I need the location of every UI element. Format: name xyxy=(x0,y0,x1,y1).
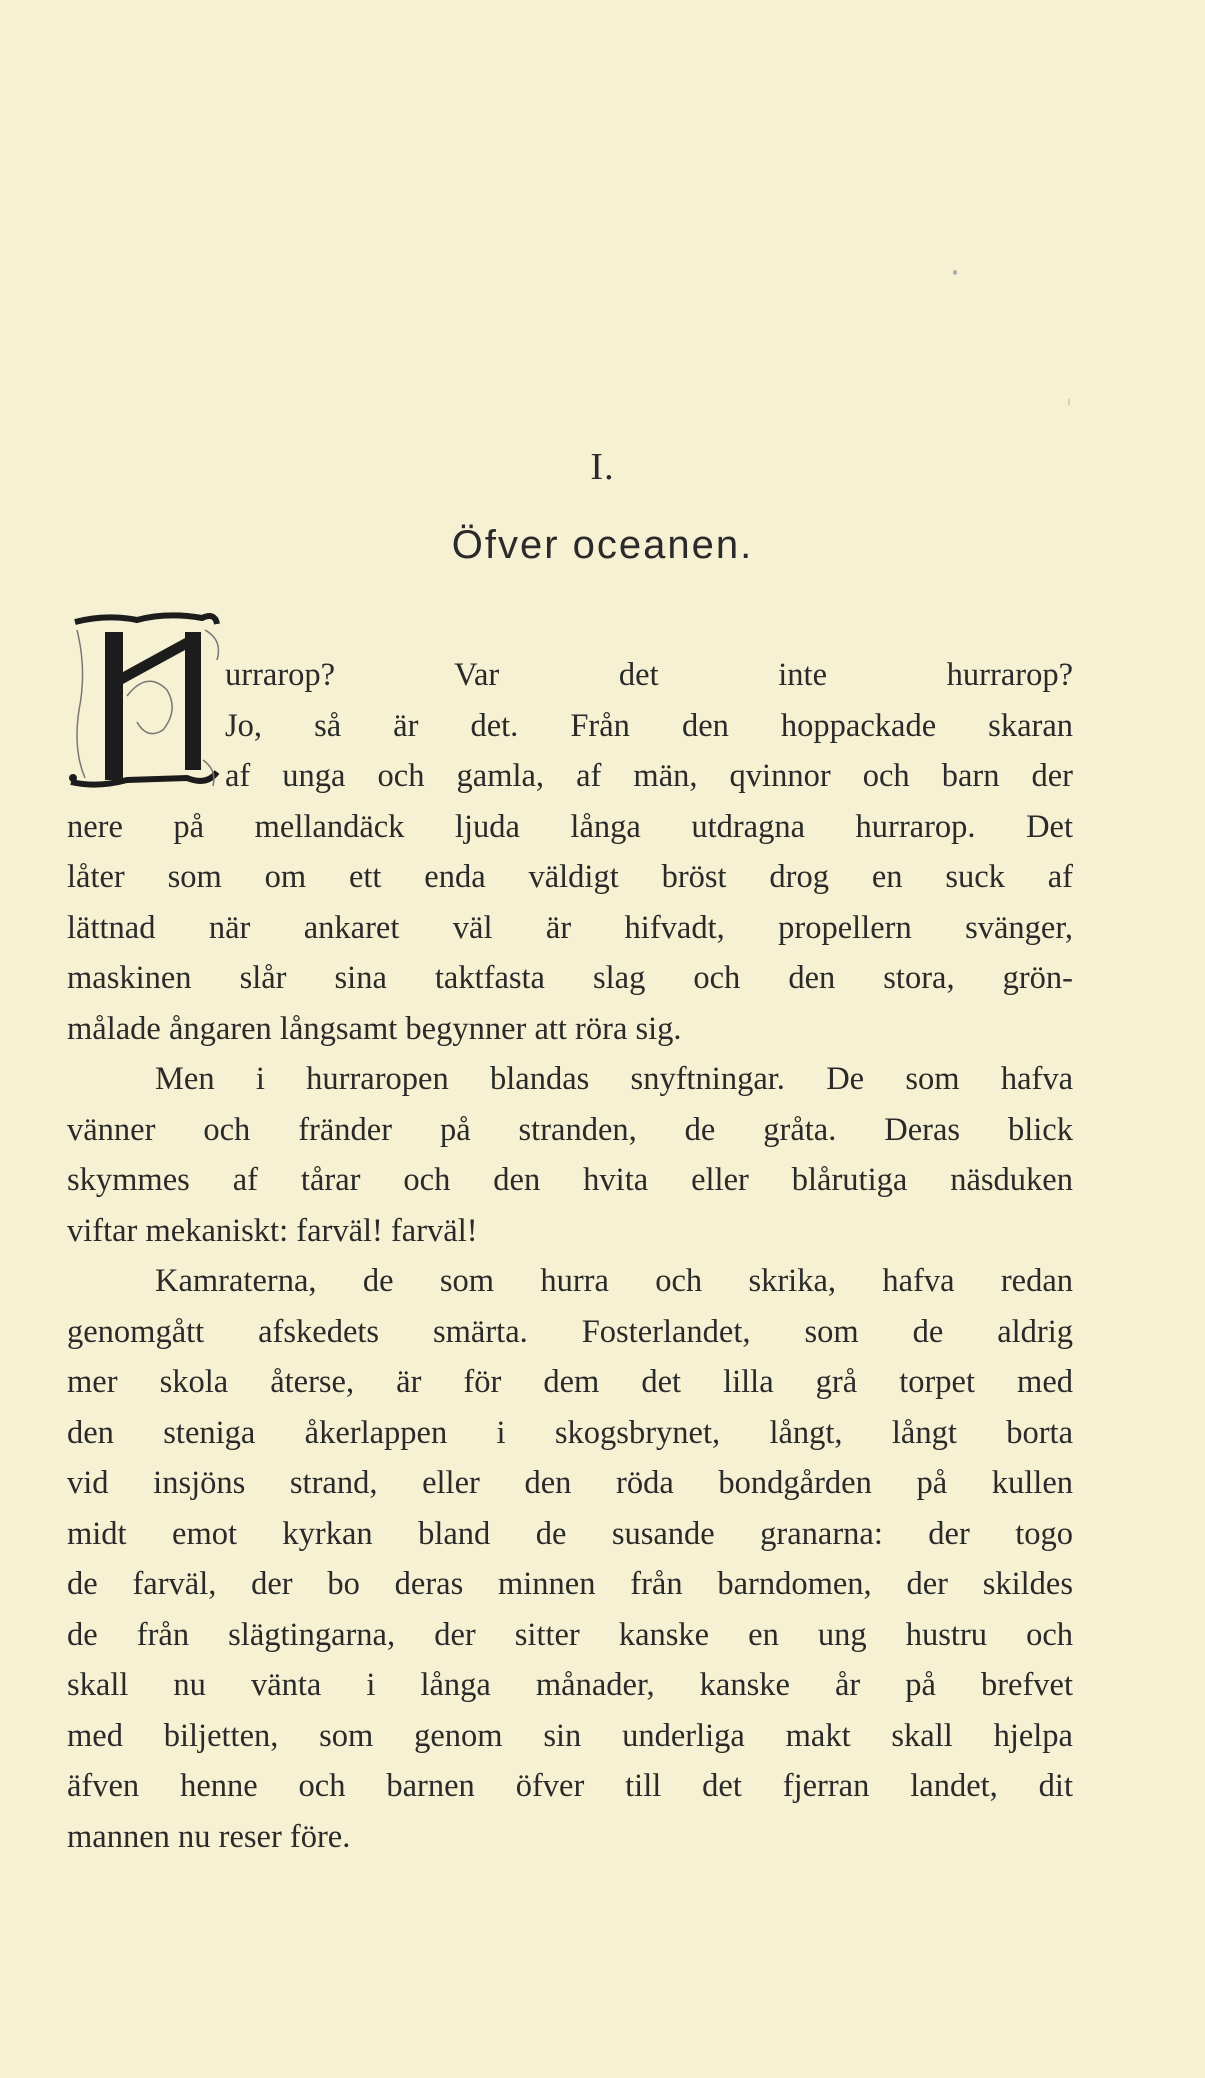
text-line: urrarop? Var det inte hurrarop? xyxy=(225,657,1073,693)
text-line: viftar mekaniskt: farväl! farväl! xyxy=(67,1212,478,1249)
text-line: vänner och fränder på stranden, de gråta. Deras blick xyxy=(67,1111,1073,1148)
text-line: med biljetten, som genom sin underliga makt skall hjelpa xyxy=(67,1717,1073,1754)
text-line: Kamraterna, de som hurra och skrika, hafva redan xyxy=(155,1263,1073,1299)
text-line: vid insjöns strand, eller den röda bondgården på kullen xyxy=(67,1465,1073,1501)
paper-speck xyxy=(1068,398,1070,406)
text-line: skymmes af tårar och den hvita eller blårutiga näsduken xyxy=(67,1162,1073,1198)
text-line: Jo, så är det. Från den hoppackade skaran xyxy=(225,707,1073,744)
text-line: Men i hurraropen blandas snyftningar. De som hafva xyxy=(155,1061,1073,1097)
text-line: de farväl, der bo deras minnen från barndomen, der skildes xyxy=(67,1566,1073,1602)
text-line: den steniga åkerlappen i skogsbrynet, långt, långt borta xyxy=(67,1414,1073,1451)
text-line: midt emot kyrkan bland de susande granarna: der togo xyxy=(67,1515,1073,1552)
text-line: genomgått afskedets smärta. Fosterlandet, som de aldrig xyxy=(67,1313,1073,1350)
text-line: skall nu vänta i långa månader, kanske år på brefvet xyxy=(67,1667,1073,1703)
text-line: lättnad när ankaret väl är hifvadt, propellern svänger, xyxy=(67,909,1073,946)
text-line: de från slägtingarna, der sitter kanske en ung hustru och xyxy=(67,1616,1073,1653)
chapter-title: Öfver oceanen. xyxy=(451,523,754,567)
text-line: mannen nu reser före. xyxy=(67,1818,351,1855)
body-text xyxy=(67,650,1073,1862)
text-line: målade ångaren långsamt begynner att röra sig. xyxy=(67,1010,682,1047)
chapter-number: I. xyxy=(590,446,615,488)
text-line: mer skola återse, är för dem det lilla grå torpet med xyxy=(67,1364,1073,1400)
text-line: låter som om ett enda väldigt bröst drog en suck af xyxy=(67,859,1073,895)
text-line: nere på mellandäck ljuda långa utdragna hurrarop. Det xyxy=(67,808,1073,845)
text-line: maskinen slår sina taktfasta slag och den stora, grön- xyxy=(67,960,1073,996)
paper-speck xyxy=(953,270,957,275)
text-line: af unga och gamla, af män, qvinnor och barn der xyxy=(225,758,1073,794)
text-line: äfven henne och barnen öfver till det fjerran landet, dit xyxy=(67,1768,1073,1804)
